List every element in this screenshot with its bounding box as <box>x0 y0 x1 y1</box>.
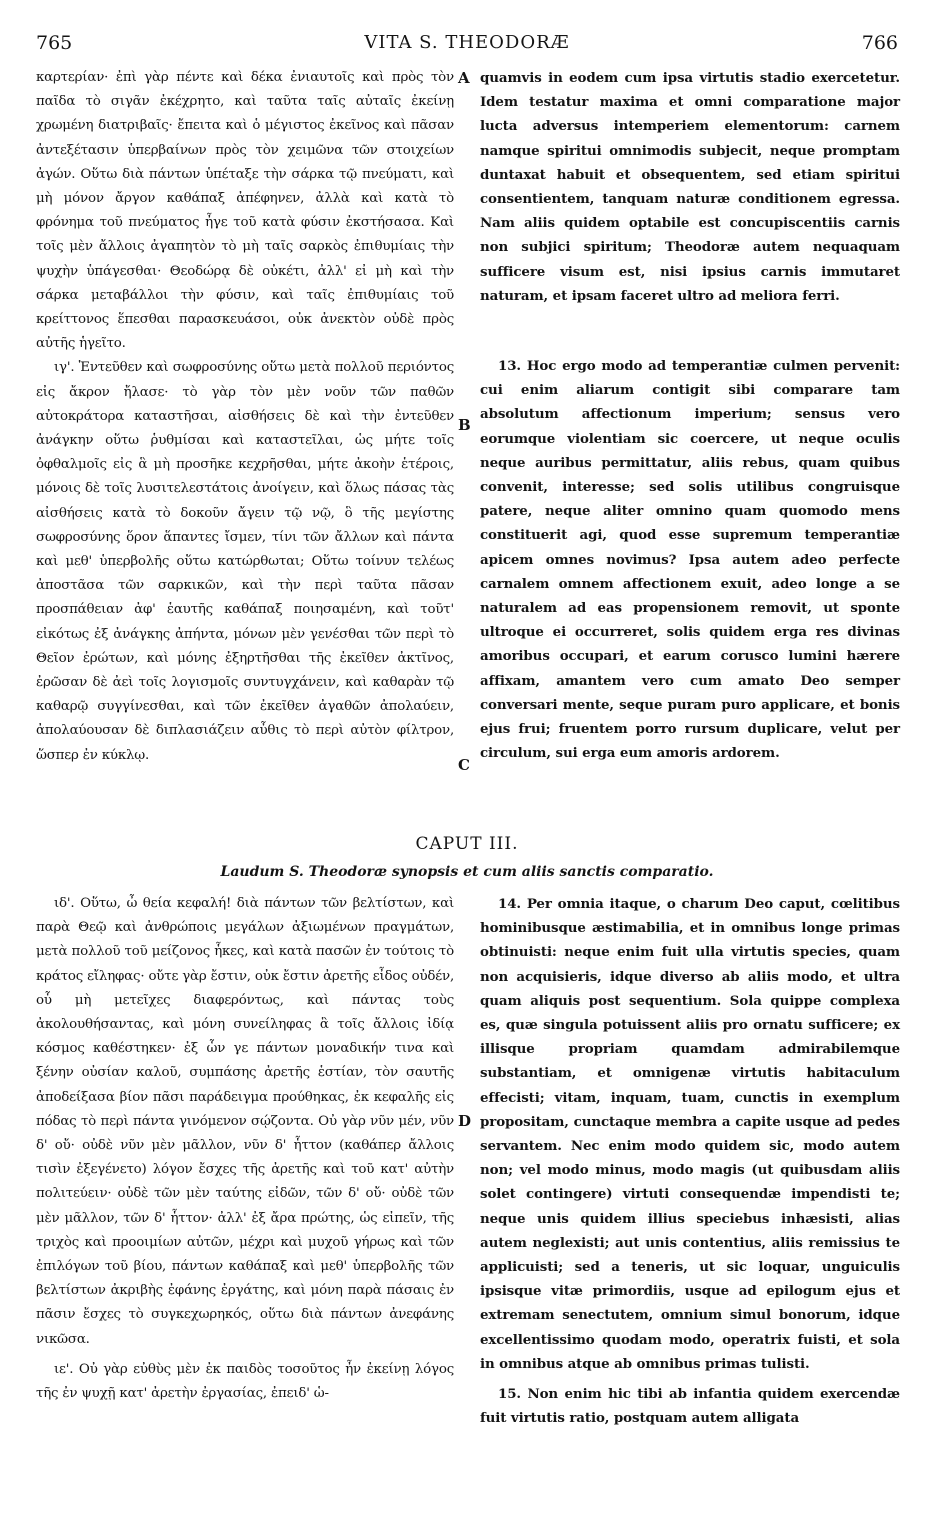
page-number-left: 765 <box>36 32 73 54</box>
running-title: VITA S. THEODORÆ <box>364 32 570 53</box>
latin-column-bottom <box>480 892 900 1430</box>
greek-paragraph-12-end: καρτερίαν· ἐπὶ γὰρ πέντε καὶ δέκα ἐνιαυτοῖς καὶ πρὸς τὸν παῖδα τὸ σιγᾶν ἐκέχρητο, καὶ ταῦτα ταῖς αὐταῖς ἐκείνῃ χρωμένη διατριβαῖς· ἔπειτα καὶ ὁ μέγιστος ἐκεῖνος καὶ πᾶσαν ἀντεξέτασιν ὑπερβαίνων πρὸς τὸν χειμῶνα τῶν στοιχείων ἀγών. Οὕτω διὰ πάντων ὑπέταξε τὴν σάρκα τῷ πνεύματι, καὶ μὴ μόνον ἄργον καθάπαξ ἀπέφηνεν, ἀλλὰ καὶ κατὰ τὸ φρόνημα τοῦ πνεύματος ἦγε τοῦ κατὰ φύσιν ἐκστήσασα. Καὶ τοῖς μὲν ἄλλοις ἀγαπητὸν τὸ μὴ ταῖς σαρκὸς ἐπιθυμίαις τὴν ψυχὴν ὑπάγεσθαι· Θεοδώρᾳ δὲ οὐκέτι, ἀλλ' εἰ μὴ καὶ τὴν σάρκα μεταβάλλοι τὴν φύσιν, καὶ ταῖς ἐπιθυμίαις τοῦ κρείττονος ἕπεσθαι παρασκευάσοι, οὐκ ἀνεκτὸν οὐδὲ πρὸς αὐτῆς ἡγεῖτο. <box>36 70 454 352</box>
latin-paragraph-14: 14. Per omnia itaque, o charum Deo caput, cœlitibus hominibusque æstimabilia, et in omnibus longe primas obtinuisti: neque enim fuit ulla virtutis species, quam non acquisieris, idque diverso ab aliis modo, et ultra quam aliquis post sequentium. Sola quippe complexa es, quæ singula potuissent aliis pro ornatu sufficere; ex illisque propriam quamdam admirabilemque substantiam, et omnigenæ virtutis habitaculum effecisti; vitam, inquam, tuam, cunctis in exemplum propositam, cunctaque membra a capite usque ad pedes servantem. Nec enim modo quidem sic, modo autem non; vel modo minus, modo magis (ut quibusdam aliis solet contingere) virtuti consequendæ impendisti te; neque unis quidem illius speciebus inhæsisti, alias autem neglexisti; aut unis contentius, aliis remissius te applicuisti; sed a teneris, ut sic loquar, unguiculis ipsisque vitæ primordiis, usque ad epilogum ejus et extremam senectutem, omnium simul bonorum, idque excellentissimo quodam modo, operatrix fuisti, et sola in omnibus atque ab omnibus primas tulisti. <box>480 896 900 1372</box>
greek-paragraph-13: ιγ'. Ἐντεῦθεν καὶ σωφροσύνης οὕτω μετὰ πολλοῦ περιόντος εἰς ἄκρον ἤλασε· τὸ γὰρ τὸν μὲν νοῦν τῶν παθῶν αὐτοκράτορα καταστῆσαι, αἰσθήσεις δὲ καὶ τὴν ἐντεῦθεν ἀνάγκην οὕτω ῥυθμίσαι καὶ καταστεῖλαι, ὡς μήτε τοῖς ὀφθαλμοῖς εἰς ἃ μὴ προσῆκε κεχρῆσθαι, μήτε ἀκοὴν ἑτέροις, μόνοις δὲ τοῖς λυσιτελεστάτοις ἀνοίγειν, καὶ ὅλως πάσας τὰς αἰσθήσεις κατὰ τὸ δοκοῦν ἄγειν τῷ νῷ, ὃ τῆς μεγίστης σωφροσύνης ὅρον ἅπαντες ἴσμεν, τίνι τῶν ἄλλων καὶ πάντα καὶ μεθ' ὑπερβολῆς οὕτω κατώρθωται; Οὕτω τοίνυν τελέως ἀποστᾶσα τῶν σαρκικῶν, καὶ τὴν περὶ ταῦτα πᾶσαν προσπάθειαν ἀφ' ἑαυτῆς καθάπαξ ποιησαμένη, καὶ τοῦτ' εἰκότως ἐξ ἀνάγκης ἀπήντα, μόνων μὲν γενέσθαι τῶν περὶ τὸ Θεῖον ἐρώτων, καὶ μόνης ἐξηρτῆσθαι τῆς ἐκεῖθεν ἀκτῖνος, ἐρῶσαν δὲ ἀεὶ τοῖς λογισμοῖς συντυγχάνειν, καὶ καθαρὰν τῷ καθαρῷ συγγίνεσθαι, καὶ τῶν ἐκεῖθεν ἀγαθῶν ἀπολαύειν, ἀπολαύουσαν δὲ διπλασιάζειν αὖθις τὸ περὶ αὐτὸν φίλτρον, ὥσπερ ἐν κύκλῳ. <box>36 360 454 763</box>
chapter-title: CAPUT III. <box>415 834 519 854</box>
chapter-synopsis: Laudum S. Theodoræ synopsis et cum aliis sanctis comparatio. <box>220 864 714 880</box>
margin-marker-b: B <box>458 416 471 434</box>
latin-paragraph-15: 15. Non enim hic tibi ab infantia quidem exercendæ fuit virtutis ratio, postquam autem alligata <box>480 1386 900 1427</box>
greek-column-top <box>36 66 454 768</box>
margin-marker-a: A <box>458 69 470 87</box>
greek-column-bottom <box>36 892 454 1406</box>
greek-paragraph-15: ιε'. Οὐ γὰρ εὐθὺς μὲν ἐκ παιδὸς τοσοῦτος ἦν ἐκείνῃ λόγος τῆς ἐν ψυχῇ κατ' ἀρετὴν ἐργασίας, ἐπειδ' ὡ- <box>36 1361 454 1402</box>
margin-marker-c: C <box>458 756 470 774</box>
page-header <box>36 32 898 58</box>
greek-paragraph-14: ιδ'. Οὕτω, ὦ θεία κεφαλή! διὰ πάντων τῶν βελτίστων, καὶ παρὰ Θεῷ καὶ ἀνθρώποις μεγάλων ἀξιωμένων πραγμάτων, μετὰ πολλοῦ τοῦ μείζονος ἧκες, καὶ κατὰ πασῶν ἐν τούτοις τὸ κράτος εἴληφας· οὔτε γὰρ ἔστιν, οὐκ ἔστιν ἀρετῆς εἶδος οὐδέν, οὗ μὴ μετεῖχες διαφερόντως, καὶ πάντας τοὺς ἀκολουθήσαντας, καὶ μόνη συνείληφας ἃ τοῖς ἄλλοις ἰδίᾳ κόσμος καθέστηκεν· ἐξ ὧν γε πάντων μοναδικήν τινα καὶ ξένην οὐσίαν καλοῦ, συμπάσης ἀρετῆς ἑστίαν, τὸν σαυτῆς ἀποδείξασα βίον πᾶσι παράδειγμα προύθηκας, ἐκ κεφαλῆς εἰς πόδας τὸ περὶ πάντα γινόμενον σῴζοντα. Οὐ γὰρ νῦν μέν, νῦν δ' οὔ· οὐδὲ νῦν μὲν μᾶλλον, νῦν δ' ἧττον (καθάπερ ἄλλοις τισὶν ἐξεγένετο) λόγον ἔσχες τῆς ἀρετῆς καὶ τοῦ κατ' αὐτὴν πολιτεύειν· οὐδὲ τῶν μὲν ταύτης εἰδῶν, τῶν δ' οὔ· οὐδὲ τῶν μὲν μᾶλλον, τῶν δ' ἧττον· ἀλλ' ἐξ ἄρα πρώτης, ὡς εἰπεῖν, τῆς τριχὸς καὶ προοιμίων αὐτῶν, μέχρι καὶ μυχοῦ γήρως καὶ τῶν ἐπιλόγων τοῦ βίου, πάντων καθάπαξ καὶ μεθ' ὑπερβολῆς τῶν βελτίστων ἀκριβὴς ἐφάνης ἐργάτης, καὶ μόνη παρὰ πάσαις ἐν πᾶσιν ἔσχες τὸ συγκεχωρηκός, οὕτω διὰ πάντων ἀνεφάνης νικῶσα. <box>36 896 454 1347</box>
latin-paragraph-12-end: quamvis in eodem cum ipsa virtutis stadio exercetetur. Idem testatur maxima et omni comparatione major lucta adversus intemperiem elementorum: carnem namque spiritui omnimodis subjecit, neque promptam duntaxat habuit et obsequentem, sed etiam spiritui consentientem, tanquam naturæ conditionem egressa. Nam aliis quidem optabile est concupiscentiis carnis non subjici spiritum; Theodoræ autem nequaquam sufficere visum est, nisi ipsius carnis immutaret naturam, et ipsam faceret ultro ad meliora ferri. <box>480 70 900 304</box>
page-number-right: 766 <box>861 32 898 54</box>
margin-marker-d: D <box>458 1112 472 1130</box>
latin-column-top <box>480 66 900 765</box>
latin-paragraph-13: 13. Hoc ergo modo ad temperantiæ culmen pervenit: cui enim aliarum contigit sibi comparare tam absolutum affectionum imperium; sensus vero eorumque violentiam sic coercere, ut neque oculis neque auribus permittatur, aliis rebus, quam quibus convenit, interesse; sed solis utilibus congruisque patere, neque aliter omnino quam quomodo mens constituerit agi, quod esse supremum temperantiæ apicem omnes novimus? Ipsa autem adeo perfecte carnalem omnem affectionem exuit, adeo longe a se naturalem ad eas propensionem removit, ut sponte ultroque ei occurreret, solis quidem erga res divinas amoribus occupari, et earum corusco lumini hærere affixam, amantem vero cum amato Deo semper conversari mente, seque puram puro applicare, et bonis ejus frui; fruentem porro rursum duplicare, velut per circulum, sui erga eum amoris ardorem. <box>480 358 900 762</box>
